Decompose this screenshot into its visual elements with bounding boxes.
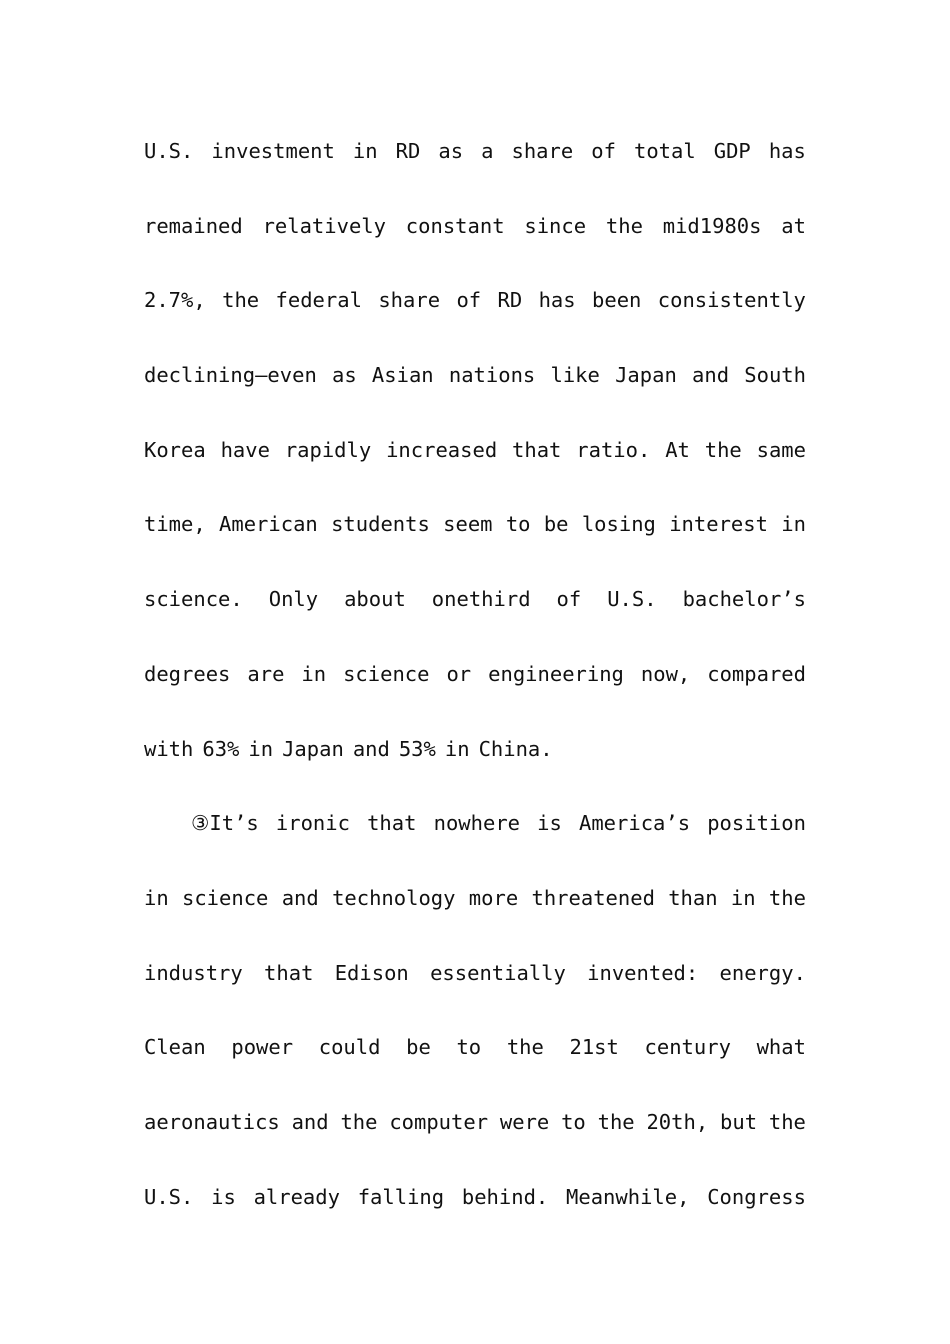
- word: position: [707, 811, 806, 836]
- text-line: [144, 637, 806, 712]
- word: more: [468, 885, 519, 910]
- word: the: [340, 1109, 378, 1134]
- word: were: [499, 1109, 550, 1134]
- word: falling: [357, 1184, 445, 1209]
- word: total: [633, 139, 696, 163]
- word: share: [378, 288, 441, 313]
- word: have: [220, 437, 270, 462]
- word: onethird: [431, 587, 531, 612]
- word: seem: [443, 512, 493, 537]
- word: At: [665, 437, 690, 462]
- text-line: [144, 114, 806, 189]
- word: of: [456, 288, 482, 313]
- word: has: [768, 139, 806, 163]
- word: as: [438, 139, 464, 163]
- word: ③It’s: [191, 811, 259, 836]
- word: that: [367, 811, 417, 836]
- word: threatened: [531, 885, 655, 910]
- word: the: [506, 1035, 544, 1060]
- word: losing: [581, 512, 656, 537]
- word: declining—even: [144, 363, 317, 388]
- word: now,: [640, 661, 691, 686]
- text-line: [144, 1160, 806, 1235]
- word: of: [591, 139, 616, 163]
- word: Clean: [144, 1035, 206, 1060]
- text-line: [144, 263, 806, 338]
- text-line: [144, 861, 806, 936]
- word: at: [781, 213, 806, 238]
- word: interest: [669, 512, 768, 537]
- word: what: [756, 1035, 806, 1060]
- text-line: [144, 487, 806, 562]
- word: South: [744, 363, 806, 388]
- word: science: [343, 661, 430, 686]
- word: GDP: [713, 139, 751, 163]
- word: Edison: [334, 960, 409, 985]
- word: in: [730, 885, 756, 910]
- word: 20th,: [646, 1109, 709, 1134]
- word: bachelor’s: [682, 587, 806, 612]
- word: essentially: [430, 960, 566, 985]
- word: as: [332, 363, 357, 388]
- word: American: [219, 512, 318, 537]
- word: that: [512, 437, 562, 462]
- word: behind.: [461, 1184, 549, 1209]
- word: with: [144, 736, 194, 761]
- word: and: [692, 363, 730, 388]
- word: be: [406, 1035, 431, 1060]
- word: than: [668, 885, 718, 910]
- text-line: [144, 1085, 806, 1160]
- word: nations: [448, 363, 536, 388]
- word: industry: [144, 960, 243, 985]
- word: 2.7%,: [144, 288, 206, 313]
- word: time,: [144, 512, 206, 537]
- word: share: [511, 139, 574, 163]
- word: been: [592, 288, 642, 313]
- word: the: [222, 288, 260, 313]
- word: compared: [707, 661, 806, 686]
- word: 53%: [398, 736, 436, 761]
- text-line: [144, 413, 806, 488]
- word: nowhere: [433, 811, 521, 836]
- word: RD: [497, 288, 523, 313]
- word: invented:: [587, 960, 699, 985]
- word: Asian: [371, 363, 434, 388]
- word: Only: [268, 587, 319, 612]
- word: Congress: [707, 1184, 806, 1209]
- word: mid1980s: [662, 213, 762, 238]
- word: the: [704, 437, 742, 462]
- word: to: [456, 1035, 482, 1060]
- word: Japan: [615, 363, 677, 388]
- word: in: [248, 736, 274, 761]
- word: RD: [395, 139, 421, 163]
- text-line: [144, 189, 806, 264]
- word: and: [281, 885, 319, 910]
- word: are: [247, 661, 285, 686]
- word: energy.: [719, 960, 806, 985]
- word: about: [344, 587, 406, 612]
- word: degrees: [144, 661, 231, 686]
- word: in: [444, 736, 470, 761]
- word: investment: [211, 139, 335, 163]
- text-line: [144, 1010, 806, 1085]
- word: consistently: [657, 288, 806, 313]
- text-line: [144, 786, 806, 861]
- word: federal: [275, 288, 362, 313]
- text-line: [144, 562, 806, 637]
- word: is: [537, 811, 562, 836]
- word: relatively: [262, 213, 386, 238]
- word: Japan: [282, 736, 344, 761]
- word: and: [291, 1109, 329, 1134]
- word: remained: [144, 213, 243, 238]
- word: already: [253, 1184, 340, 1209]
- word: to: [561, 1109, 586, 1134]
- word: the: [597, 1109, 635, 1134]
- word: Korea: [144, 437, 206, 462]
- word: that: [264, 960, 314, 985]
- word: students: [331, 512, 430, 537]
- word: a: [481, 139, 494, 163]
- word: in: [352, 139, 378, 163]
- word: increased: [386, 437, 498, 462]
- word: or: [446, 661, 472, 686]
- word: is: [211, 1184, 236, 1209]
- word: century: [644, 1035, 731, 1060]
- word: U.S.: [144, 1184, 194, 1209]
- word: 63%: [202, 736, 240, 761]
- word: to: [505, 512, 531, 537]
- word: technology: [332, 885, 456, 910]
- word: ironic: [275, 811, 350, 836]
- word: in: [144, 885, 169, 910]
- word: the: [768, 1109, 806, 1134]
- word: computer: [389, 1109, 489, 1134]
- word: and: [352, 736, 390, 761]
- word: but: [720, 1109, 758, 1134]
- word: could: [318, 1035, 381, 1060]
- word: science.: [144, 587, 243, 612]
- word: the: [768, 885, 806, 910]
- word: power: [231, 1035, 294, 1060]
- word: China.: [478, 736, 553, 761]
- word: constant: [405, 213, 505, 238]
- word: aeronautics: [144, 1109, 280, 1134]
- word: engineering: [488, 661, 624, 686]
- word: in: [781, 512, 806, 537]
- word: since: [524, 213, 587, 238]
- word: U.S.: [144, 139, 194, 163]
- text-line: [144, 712, 806, 787]
- word: same: [756, 437, 806, 462]
- word: rapidly: [284, 437, 372, 462]
- body-text: [144, 114, 806, 1234]
- text-line: [144, 338, 806, 413]
- word: in: [301, 661, 327, 686]
- word: has: [538, 288, 576, 313]
- word: science: [182, 885, 269, 910]
- word: like: [550, 363, 600, 388]
- text-line: [144, 936, 806, 1011]
- word: U.S.: [607, 587, 657, 612]
- word: 21st: [569, 1035, 619, 1060]
- word: the: [605, 213, 643, 238]
- word: Meanwhile,: [566, 1184, 690, 1209]
- word: of: [556, 587, 582, 612]
- word: be: [543, 512, 569, 537]
- word: ratio.: [576, 437, 651, 462]
- word: America’s: [578, 811, 691, 836]
